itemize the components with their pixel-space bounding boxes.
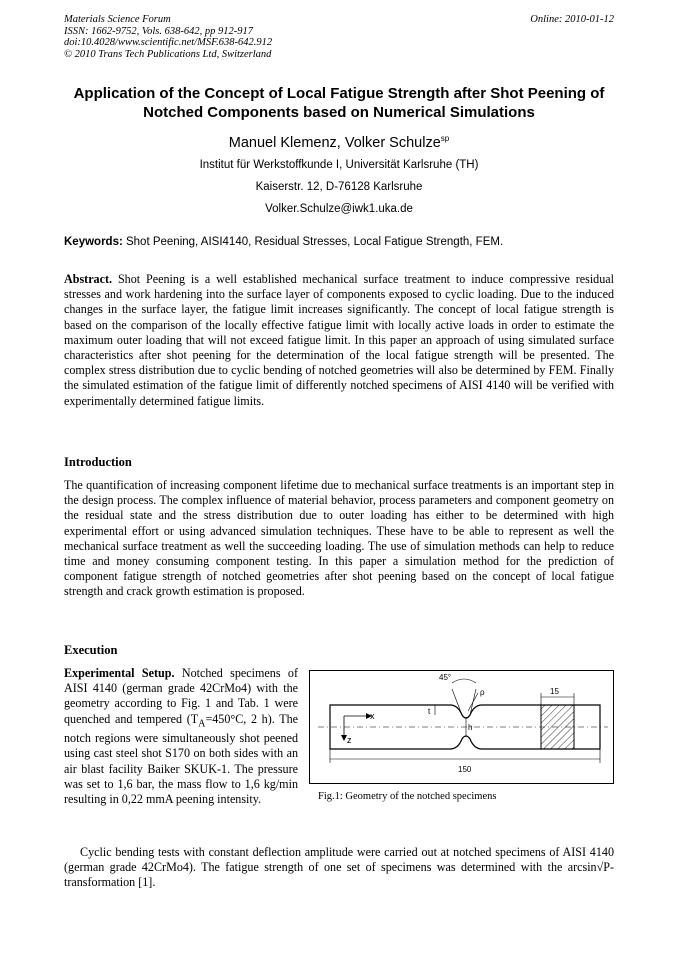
abstract-text: Shot Peening is a well established mechanical surface treatment to induce compressive residual stresses and work hardening into the surface layer of components exposed to cyclic loading. Due to the induced changes in the surface layer, the fatigue limit increases significantly. The concept of local fatigue strength is based on the comparison of the locally effective fatigue limit with locally active loads in order to estimate the maximum outer loading that will not exceed fatigue limit. In this paper an approach of using simulated surface characteristics after shot peening for the determination of the local fatigue strength will be presented. The complex stress distribution due to cyclic bending of notched geometries will also be determined by FEM. Finally the simulated estimation of the fatigue limit of differently notched specimens of AISI 4140 will be verified with experimentally determined fatigue limits. (64, 272, 614, 408)
affiliation-address: Kaiserstr. 12, D-76128 Karlsruhe (255, 181, 423, 193)
cyclic-bending-paragraph: Cyclic bending tests with constant deflection amplitude were carried out at notched specimens of AISI 4140 (german grade 42CrMo4). The fatigue strength of one set of specimens was determined with the arcsin√P- transformation [1]. (64, 845, 614, 890)
angle-arc (452, 679, 476, 683)
rho-leader (468, 693, 478, 711)
copyright-line: © 2010 Trans Tech Publications Ltd, Switzerland (64, 48, 272, 60)
abstract (64, 272, 614, 409)
angle-line-left (452, 689, 462, 715)
figure-caption: Fig.1: Geometry of the notched specimens (318, 791, 497, 802)
journal-header (64, 14, 272, 60)
author-name: Manuel Klemenz (228, 134, 337, 151)
author-name: Volker Schulze (344, 134, 441, 151)
setup-label: Experimental Setup. (64, 666, 175, 680)
setup-text-2: =450°C, 2 h). The notch regions were simultaneously shot peened using cast steel shot S170 on both sides with an air blast facility Baiker SKUK-1. The pressure was set to 1,6 bar, the mass flow to 1,6 kg/min resulting in 0,22 mmA peening intensity. (64, 711, 298, 807)
abstract-label: Abstract. (64, 272, 113, 286)
online-date: Online: 2010-01-12 (530, 14, 614, 25)
t-label: t (428, 707, 431, 716)
keywords-label: Keywords: (64, 236, 123, 248)
introduction-text: The quantification of increasing component lifetime due to mechanical surface treatments is an important step in the design process. The complex influence of material behavior, process parameters and component geometry on the residual state and the stress distribution due to outer loading has either to be determined with high experimental effort or using advanced simulation techniques. These have to be able to represent as well the mechanical surface treatment as well the succeeding loading. The use of simulation methods can help to reduce time and money consuming component testing. In this paper a simulation method for the prediction of component fatigue strength of notched geometries after shot peening based on the concept of local fatigue strength and crack growth estimation is proposed. (64, 478, 614, 599)
experimental-setup-paragraph (64, 666, 298, 807)
keywords (64, 236, 503, 248)
author-superscript: sp (440, 134, 450, 143)
affiliation-email: Volker.Schulze@iwk1.uka.de (265, 203, 413, 215)
z-axis-label: z (347, 735, 352, 745)
setup-subscript: A (198, 718, 206, 730)
journal-name: Materials Science Forum (64, 14, 171, 25)
author-list (0, 134, 678, 151)
h-label: h (468, 723, 473, 732)
angle-label: 45° (439, 673, 452, 682)
affiliation-institute: Institut für Werkstoffkunde I, Universität Karlsruhe (TH) (199, 159, 479, 171)
rho-label: ρ (480, 688, 485, 697)
doi-line: doi:10.4028/www.scientific.net/MSF.638-642.912 (64, 37, 273, 48)
x-axis-label: x (370, 711, 375, 721)
setup-text-1: Notched specimens of AISI 4140 (german grade 42CrMo4) with the geometry according to Fig. 1 and Tab. 1 were quenched and tempered (T (64, 666, 298, 726)
paper-title: Application of the Concept of Local Fatigue Strength after Shot Peening of Notched Components based on Numerical Simulations (73, 85, 605, 121)
keywords-text: Shot Peening, AISI4140, Residual Stresses, Local Fatigue Strength, FEM. (122, 236, 504, 248)
issn-line: ISSN: 1662-9752, Vols. 638-642, pp 912-917 (64, 25, 253, 37)
introduction-heading: Introduction (64, 455, 132, 469)
execution-heading: Execution (64, 643, 118, 657)
specimen-geometry-diagram (310, 671, 613, 783)
width-label: 15 (550, 687, 559, 696)
author-separator: , (336, 134, 345, 151)
hatched-grip (541, 705, 574, 749)
length-label: 150 (458, 765, 472, 774)
figure-1-frame (309, 670, 614, 784)
